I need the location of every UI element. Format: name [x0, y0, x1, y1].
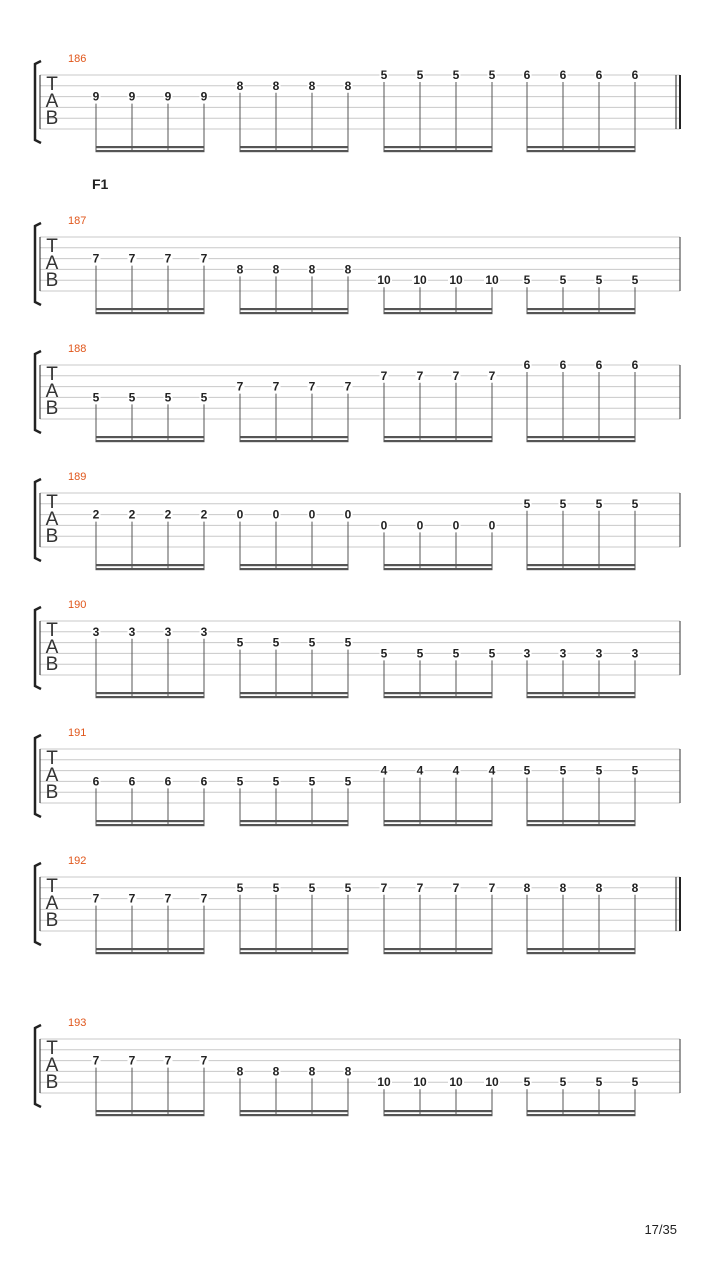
- measure-number: 191: [68, 727, 87, 739]
- fret-number: 3: [559, 646, 567, 661]
- fret-number: 7: [488, 880, 496, 895]
- beam: [384, 820, 493, 822]
- beat-group: [523, 881, 640, 954]
- tab-systems: [35, 53, 680, 1116]
- beam: [240, 568, 349, 570]
- fret-number: 5: [452, 68, 460, 82]
- beat-group: [92, 508, 209, 571]
- fret-number: 3: [128, 624, 136, 639]
- beat-group: [523, 764, 640, 827]
- fret-number: 5: [308, 635, 316, 650]
- beat-group: [236, 774, 353, 826]
- measure-number: 186: [68, 53, 87, 65]
- fret-number: 8: [308, 262, 316, 277]
- tab-clef-letter: A: [45, 91, 59, 112]
- beat-group: [92, 625, 209, 698]
- tab-clef-letter: B: [45, 270, 59, 291]
- beat-group: [523, 1075, 640, 1116]
- beam: [527, 692, 636, 694]
- beat-group: [523, 358, 640, 442]
- beam: [96, 696, 205, 698]
- section-label: F1: [92, 176, 109, 192]
- fret-number: 8: [272, 1064, 280, 1079]
- beam: [384, 568, 493, 570]
- beam: [240, 440, 349, 442]
- tab-clef-letter: T: [46, 748, 58, 769]
- fret-number: 8: [308, 1064, 316, 1079]
- fret-number: 5: [272, 774, 280, 789]
- fret-number: 9: [164, 89, 172, 104]
- fret-number: 6: [559, 68, 567, 82]
- beam: [384, 948, 493, 950]
- fret-number: 6: [631, 358, 639, 372]
- tab-system: [35, 727, 680, 826]
- fret-number: 6: [92, 774, 100, 789]
- beat-group: [376, 273, 500, 314]
- fret-number: 7: [380, 368, 388, 383]
- beam: [384, 440, 493, 442]
- fret-number: 7: [92, 891, 100, 906]
- fret-number: 10: [377, 1075, 391, 1090]
- beam: [96, 150, 205, 152]
- fret-number: 6: [595, 358, 603, 372]
- fret-number: 5: [200, 390, 208, 405]
- fret-number: 5: [380, 68, 388, 82]
- fret-number: 0: [308, 507, 316, 522]
- fret-number: 8: [523, 880, 531, 895]
- fret-number: 3: [92, 624, 100, 639]
- beam: [527, 150, 636, 152]
- fret-number: 8: [344, 1064, 352, 1079]
- fret-number: 7: [164, 1053, 172, 1068]
- fret-number: 5: [595, 496, 603, 511]
- tab-clef-letter: B: [45, 398, 59, 419]
- beam: [240, 312, 349, 314]
- fret-number: 8: [344, 78, 352, 93]
- tab-clef-letter: B: [45, 782, 59, 803]
- beat-group: [236, 380, 353, 443]
- fret-number: 0: [272, 507, 280, 522]
- beam: [384, 436, 493, 438]
- beam: [527, 440, 636, 442]
- beam: [527, 1114, 636, 1116]
- fret-number: 5: [344, 635, 352, 650]
- fret-number: 6: [200, 774, 208, 789]
- beat-group: [236, 1064, 353, 1116]
- fret-number: 5: [559, 496, 567, 511]
- fret-number: 7: [344, 379, 352, 394]
- beam: [240, 824, 349, 826]
- fret-number: 10: [485, 1075, 499, 1090]
- beat-group: [523, 646, 640, 698]
- fret-number: 8: [272, 262, 280, 277]
- fret-number: 9: [92, 89, 100, 104]
- beam: [527, 312, 636, 314]
- fret-number: 5: [631, 273, 639, 288]
- beam: [527, 146, 636, 148]
- beam: [96, 824, 205, 826]
- fret-number: 7: [128, 1053, 136, 1068]
- tab-clef-letter: B: [45, 910, 59, 931]
- fret-number: 7: [308, 379, 316, 394]
- fret-number: 5: [272, 880, 280, 895]
- fret-number: 7: [92, 1053, 100, 1068]
- beam: [384, 1114, 493, 1116]
- fret-number: 6: [128, 774, 136, 789]
- fret-number: 5: [523, 763, 531, 778]
- fret-number: 8: [236, 78, 244, 93]
- tab-clef-letter: T: [46, 1038, 58, 1059]
- fret-number: 5: [452, 646, 460, 661]
- fret-number: 5: [344, 774, 352, 789]
- fret-number: 8: [631, 880, 639, 895]
- fret-number: 8: [308, 78, 316, 93]
- beat-group: [92, 892, 209, 955]
- beat-group: [236, 636, 353, 699]
- fret-number: 10: [485, 273, 499, 288]
- tab-clef-letter: A: [45, 1055, 59, 1076]
- fret-number: 2: [128, 507, 136, 522]
- beam: [240, 150, 349, 152]
- tab-clef-letter: T: [46, 236, 58, 257]
- fret-number: 2: [92, 507, 100, 522]
- fret-number: 2: [164, 507, 172, 522]
- fret-number: 8: [559, 880, 567, 895]
- fret-number: 0: [452, 518, 460, 533]
- fret-number: 7: [200, 891, 208, 906]
- fret-number: 3: [200, 624, 208, 639]
- fret-number: 7: [380, 880, 388, 895]
- beam: [384, 308, 493, 310]
- beam: [384, 146, 493, 148]
- fret-number: 5: [559, 273, 567, 288]
- beam: [527, 820, 636, 822]
- tab-clef-letter: A: [45, 893, 59, 914]
- tab-system: [35, 343, 680, 442]
- fret-number: 10: [413, 1075, 427, 1090]
- beat-group: [236, 79, 353, 152]
- beat-group: [236, 881, 353, 954]
- tab-system: [35, 53, 680, 152]
- fret-number: 5: [523, 496, 531, 511]
- beam: [384, 564, 493, 566]
- measure-number: 187: [68, 215, 87, 227]
- beat-group: [92, 90, 209, 153]
- beat-group: [523, 273, 640, 314]
- fret-number: 9: [128, 89, 136, 104]
- fret-number: 0: [344, 507, 352, 522]
- tab-clef-letter: T: [46, 876, 58, 897]
- fret-number: 7: [488, 368, 496, 383]
- fret-number: 5: [272, 635, 280, 650]
- beam: [96, 440, 205, 442]
- measure-number: 192: [68, 855, 87, 867]
- tab-clef-letter: T: [46, 74, 58, 95]
- beat-group: [380, 68, 497, 152]
- beam: [96, 146, 205, 148]
- tab-clef-letter: A: [45, 253, 59, 274]
- beam: [96, 564, 205, 566]
- fret-number: 0: [236, 507, 244, 522]
- beam: [527, 568, 636, 570]
- fret-number: 10: [449, 1075, 463, 1090]
- fret-number: 4: [452, 763, 460, 778]
- beat-group: [523, 497, 640, 570]
- fret-number: 7: [236, 379, 244, 394]
- beam: [527, 948, 636, 950]
- tab-clef-letter: T: [46, 620, 58, 641]
- beam: [240, 952, 349, 954]
- beam: [240, 1114, 349, 1116]
- tab-clef-letter: A: [45, 765, 59, 786]
- beam: [384, 952, 493, 954]
- beam: [240, 146, 349, 148]
- beam: [527, 436, 636, 438]
- fret-number: 7: [416, 368, 424, 383]
- beam: [527, 308, 636, 310]
- fret-number: 6: [164, 774, 172, 789]
- tab-clef-letter: B: [45, 1072, 59, 1093]
- beam: [384, 1110, 493, 1112]
- page-number: 17/35: [644, 1222, 677, 1237]
- fret-number: 3: [631, 646, 639, 661]
- measure-number: 193: [68, 1017, 87, 1029]
- beam: [96, 692, 205, 694]
- fret-number: 8: [344, 262, 352, 277]
- tab-system: [35, 599, 680, 698]
- tab-system: [35, 1017, 680, 1116]
- fret-number: 5: [595, 1075, 603, 1090]
- fret-number: 10: [413, 273, 427, 288]
- beat-group: [236, 508, 353, 571]
- beam: [96, 308, 205, 310]
- fret-number: 8: [236, 262, 244, 277]
- fret-number: 5: [631, 496, 639, 511]
- beam: [96, 952, 205, 954]
- fret-number: 8: [272, 78, 280, 93]
- beam: [384, 824, 493, 826]
- fret-number: 7: [164, 891, 172, 906]
- beat-group: [92, 1054, 209, 1117]
- fret-number: 4: [488, 763, 496, 778]
- fret-number: 5: [308, 880, 316, 895]
- fret-number: 5: [488, 68, 496, 82]
- fret-number: 6: [523, 68, 531, 82]
- tab-clef-letter: T: [46, 492, 58, 513]
- beam: [527, 696, 636, 698]
- beam: [240, 564, 349, 566]
- tab-clef-letter: T: [46, 364, 58, 385]
- fret-number: 2: [200, 507, 208, 522]
- beat-group: [380, 881, 497, 954]
- fret-number: 0: [488, 518, 496, 533]
- fret-number: 10: [449, 273, 463, 288]
- beam: [240, 948, 349, 950]
- beam: [96, 1110, 205, 1112]
- tab-clef-letter: A: [45, 509, 59, 530]
- fret-number: 6: [631, 68, 639, 82]
- fret-number: 3: [523, 646, 531, 661]
- tab-clef-letter: B: [45, 526, 59, 547]
- beat-group: [523, 68, 640, 152]
- beam: [240, 1110, 349, 1112]
- fret-number: 0: [380, 518, 388, 533]
- tab-system: [35, 855, 680, 954]
- beat-group: [92, 252, 209, 315]
- fret-number: 5: [416, 646, 424, 661]
- beam: [96, 568, 205, 570]
- fret-number: 9: [200, 89, 208, 104]
- fret-number: 5: [128, 390, 136, 405]
- fret-number: 5: [631, 763, 639, 778]
- fret-number: 7: [452, 368, 460, 383]
- fret-number: 6: [559, 358, 567, 372]
- tab-clef-letter: A: [45, 637, 59, 658]
- tab-clef-letter: B: [45, 654, 59, 675]
- fret-number: 7: [452, 880, 460, 895]
- fret-number: 6: [523, 358, 531, 372]
- beat-group: [380, 764, 497, 827]
- fret-number: 7: [272, 379, 280, 394]
- fret-number: 7: [128, 891, 136, 906]
- fret-number: 5: [523, 273, 531, 288]
- fret-number: 7: [416, 880, 424, 895]
- beam: [384, 692, 493, 694]
- fret-number: 5: [308, 774, 316, 789]
- fret-number: 5: [559, 1075, 567, 1090]
- fret-number: 7: [128, 251, 136, 266]
- fret-number: 7: [164, 251, 172, 266]
- beam: [527, 824, 636, 826]
- fret-number: 4: [416, 763, 424, 778]
- beam: [96, 312, 205, 314]
- measure-number: 190: [68, 599, 87, 611]
- fret-number: 8: [236, 1064, 244, 1079]
- beam: [384, 150, 493, 152]
- beat-group: [92, 390, 209, 442]
- beam: [240, 308, 349, 310]
- fret-number: 5: [631, 1075, 639, 1090]
- fret-number: 6: [595, 68, 603, 82]
- tab-clef-letter: A: [45, 381, 59, 402]
- beam: [240, 692, 349, 694]
- measure-number: 189: [68, 471, 87, 483]
- fret-number: 5: [164, 390, 172, 405]
- fret-number: 5: [416, 68, 424, 82]
- beam: [240, 696, 349, 698]
- fret-number: 5: [92, 390, 100, 405]
- beat-group: [376, 1075, 500, 1116]
- fret-number: 5: [595, 273, 603, 288]
- fret-number: 5: [344, 880, 352, 895]
- fret-number: 5: [523, 1075, 531, 1090]
- fret-number: 8: [595, 880, 603, 895]
- fret-number: 5: [488, 646, 496, 661]
- beam: [527, 952, 636, 954]
- fret-number: 3: [164, 624, 172, 639]
- beam: [96, 436, 205, 438]
- fret-number: 5: [236, 880, 244, 895]
- fret-number: 7: [92, 251, 100, 266]
- fret-number: 7: [200, 251, 208, 266]
- beat-group: [380, 518, 497, 570]
- beat-group: [236, 262, 353, 314]
- fret-number: 10: [377, 273, 391, 288]
- beam: [240, 436, 349, 438]
- beam: [384, 696, 493, 698]
- fret-number: 5: [595, 763, 603, 778]
- beam: [240, 820, 349, 822]
- beat-group: [92, 774, 209, 826]
- fret-number: 4: [380, 763, 388, 778]
- measure-number: 188: [68, 343, 87, 355]
- fret-number: 5: [559, 763, 567, 778]
- fret-number: 3: [595, 646, 603, 661]
- tab-system: [35, 471, 680, 570]
- fret-number: 5: [236, 635, 244, 650]
- fret-number: 5: [380, 646, 388, 661]
- fret-number: 5: [236, 774, 244, 789]
- beam: [96, 820, 205, 822]
- beam: [96, 948, 205, 950]
- beam: [96, 1114, 205, 1116]
- tab-clef-letter: B: [45, 108, 59, 129]
- beam: [527, 564, 636, 566]
- fret-number: 7: [200, 1053, 208, 1068]
- fret-number: 0: [416, 518, 424, 533]
- beam: [527, 1110, 636, 1112]
- beat-group: [380, 369, 497, 442]
- beam: [384, 312, 493, 314]
- tab-system: [35, 176, 680, 314]
- beat-group: [380, 646, 497, 698]
